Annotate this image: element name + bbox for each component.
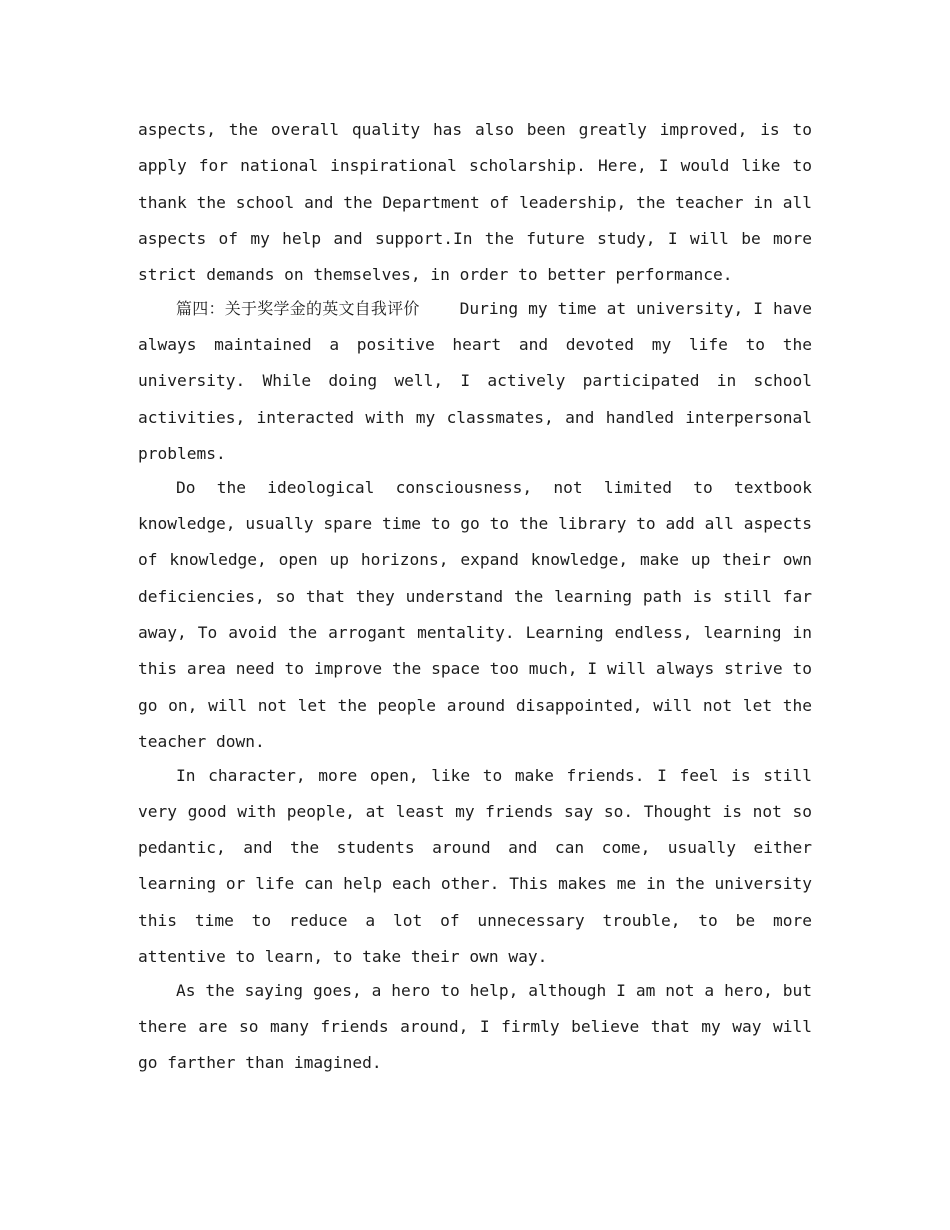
paragraph-3 — [138, 470, 812, 760]
section-heading: 篇四：关于奖学金的英文自我评价 — [176, 298, 420, 318]
paragraph-5 — [138, 973, 812, 1082]
paragraph-1-text: aspects, the overall quality has also been greatly improved, is to apply for national inspirational scholarship. Here, I would like to thank the school and the Department of leadership, the teacher in all aspects of my help and support.In the future study, I will be more strict demands on themselves, in order to better performance. — [138, 120, 812, 285]
paragraph-5-text: As the saying goes, a hero to help, although I am not a hero, but there are so many friends around, I firmly believe that my way will go farther than imagined. — [138, 980, 812, 1073]
paragraph-4 — [138, 758, 812, 976]
paragraph-2 — [138, 291, 812, 472]
paragraph-2-text: During my time at university, I have always maintained a positive heart and devoted my life to the university. While doing well, I actively participated in school activities, interacted with my classmates, and handled interpersonal problems. — [138, 298, 812, 464]
paragraph-3-text: Do the ideological consciousness, not limited to textbook knowledge, usually spare time to go to the library to add all aspects of knowledge, open up horizons, expand knowledge, make up their own deficiencies, so that they understand the learning path is still far away, To avoid the arrogant mentality. Learning endless, learning in this area need to improve the space too much, I will always strive to go on, will not let the people around disappointed, will not let the teacher down. — [138, 477, 812, 751]
document-body — [138, 112, 812, 1079]
paragraph-4-text: In character, more open, like to make friends. I feel is still very good with people, at least my friends say so. Thought is not so pedantic, and the students around and can come, usually either learning or life can help each other. This makes me in the university this time to reduce a lot of unnecessary trouble, to be more attentive to learn, to take their own way. — [138, 765, 812, 967]
paragraph-1 — [138, 112, 812, 293]
